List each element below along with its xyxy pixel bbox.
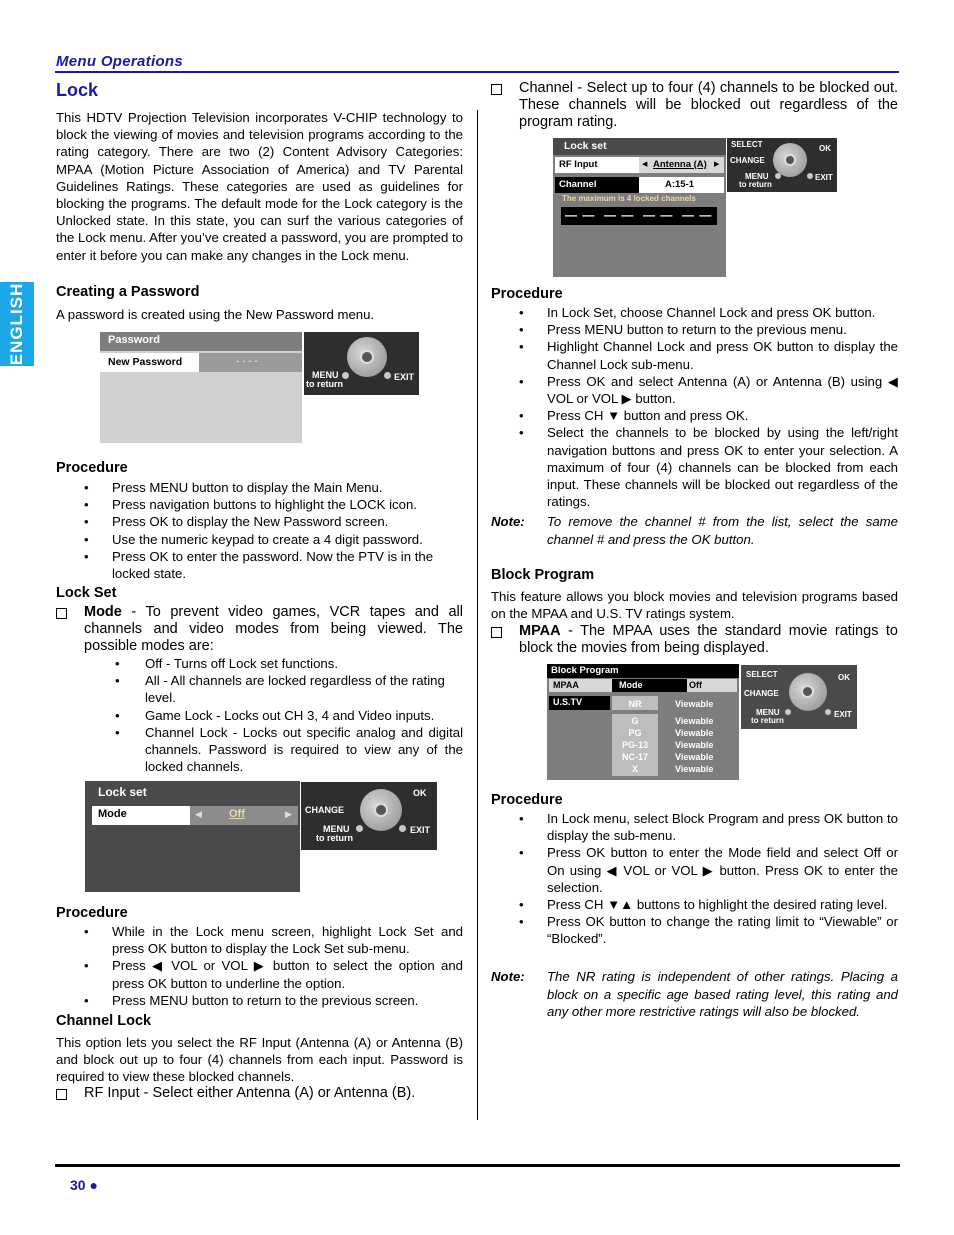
list-item: • While in the Lock menu screen, highlight Lock Set and press OK button to display the Lock Set sub-menu. [84,924,463,957]
footer-rule [55,1164,900,1167]
right-arrow-icon: ▶ [714,161,720,168]
mode-value: Off [689,680,702,690]
list-item: • Channel Lock - Locks out specific analog and digital channels. Password is required to view any of the locked channels. [115,724,463,775]
lockset-menu-title: Lock set [98,785,147,799]
header-rule [55,71,899,73]
mode-col: Mode [619,680,643,690]
change-label: CHANGE [744,689,779,698]
nav-pad-icon [773,143,807,177]
list-item: • Press CH ▼▲ buttons to highlight the desired rating level. [519,897,888,913]
menu-label: MENU [323,824,350,834]
section-header: Menu Operations [56,53,184,70]
exit-led-icon [825,709,831,715]
rf-input-label: RF Input [559,159,598,170]
list-item: • All - All channels are locked regardless of the rating level. [115,673,445,706]
right-arrow-icon: ▶ [285,809,292,819]
list-item: • Select the channels to be blocked by using the left/right navigation buttons and press OK to enter your selection. A maximum of four (4) channels can be blocked from each input. These channels will be blocked out regardless of the ratings. [519,425,898,510]
list-item: • Off - Turns off Lock set functions. [115,656,339,671]
ok-label: OK [413,788,427,798]
mpaa-item: MPAA - The MPAA uses the standard movie ratings to block the movies from being displayed. [491,623,898,657]
list-item: • Press OK button to change the rating limit to “Viewable” or “Blocked”. [519,914,898,947]
mode-label: Mode [98,808,127,820]
rating-item: PG-13 [621,740,648,750]
rating-item: G [631,716,639,726]
menu-led-icon [775,173,781,179]
left-arrow-icon: ◀ [642,161,648,168]
list-item: • In Lock Set, choose Channel Lock and press OK button. [519,305,876,320]
note1-label: Note: [491,514,525,529]
remote-select-ok [727,138,837,192]
remote-change-ok [301,782,437,850]
channel-menu [553,138,726,277]
menu-led-icon [342,372,349,379]
bullet-icon: ● [89,1177,98,1193]
select-label: SELECT [731,140,763,149]
creating-password-text: A password is created using the New Password menu. [56,307,375,322]
exit-label: EXIT [815,173,833,182]
status-item: Viewable [675,728,714,738]
channel-label: Channel [559,179,597,190]
note1-text: To remove the channel # from the list, select the same channel # and press the OK button. [547,514,898,547]
lock-intro: This HDTV Projection Television incorporates V-CHIP technology to block the viewing of movies and television programs according to the rating category. There are two (2) Content Advisory Categories: MPAA (Motion Picture Association of America) and TV Parental Guidelines Ratings. These categories are used as guidelines for blocking the programs. The default mode for the Lock category is the Unlocked state. In this state, you can surf the various categories of the Lock menu. After you’ve created a password, you are prompted to enter it before you can make any changes in the Lock menu. [56,110,463,263]
procedure1-list [84,479,464,582]
list-item: • Press navigation buttons to highlight the LOCK icon. [84,497,417,513]
rating-item: NC-17 [621,752,648,762]
password-menu-title: Password [108,334,160,346]
channel-item: Channel - Select up to four (4) channels to be blocked out. These channels will be blocked out regardless of the program rating. [491,80,898,131]
exit-label: EXIT [410,825,431,835]
ok-label: OK [819,144,831,153]
ustv-label: U.S.TV [553,697,583,707]
channel-value: A:15-1 [665,179,695,190]
rf-input-item: RF Input - Select either Antenna (A) or Antenna (B). [56,1085,463,1102]
list-item: • Press OK and select Antenna (A) or Antenna (B) using ◀ VOL or VOL ▶ button. [519,373,898,407]
checkbox-icon [56,1089,67,1100]
mode-value: Off [229,808,245,820]
column-divider [477,110,478,1120]
mpaa-col: MPAA [553,680,579,690]
language-tab: ENGLISH [0,282,34,366]
procedure4-list [519,810,898,948]
note2-text: The NR rating is independent of other ratings. Placing a block on a specific age based rating level, this rating and any other more restrictive ratings will also be blocked. [547,969,898,1019]
exit-led-icon [807,173,813,179]
menu-label: MENU [312,370,339,380]
new-password-value: - - - - [236,356,258,367]
to-return-label: to return [306,379,343,389]
status-item: Viewable [675,699,714,709]
remote-select-ok-2 [741,665,857,729]
rating-item: X [631,764,638,774]
checkbox-icon [491,84,502,95]
status-item: Viewable [675,764,714,774]
remote-menu-exit [304,332,419,395]
lock-title: Lock [56,80,99,100]
channel-lock-title: Channel Lock [56,1013,152,1029]
list-item: • Use the numeric keypad to create a 4 digit password. [84,531,423,547]
nav-pad-icon [360,789,402,831]
creating-password-title: Creating a Password [56,284,200,300]
lockset-menu [85,781,300,892]
channel-menu-title: Lock set [564,140,607,152]
note2-label: Note: [491,969,525,984]
page-number: 30 ● [70,1177,98,1193]
menu-led-icon [785,709,791,715]
list-item: • Press MENU button to return to the previous menu. [519,322,847,338]
list-item: • In Lock menu, select Block Program and press OK button to display the sub-menu. [519,811,898,844]
rf-input-value: Antenna (A) [653,159,707,170]
to-return-label: to return [751,716,784,725]
channel-slots: — — — — — — — — [565,208,713,222]
select-label: SELECT [746,670,778,679]
menu-led-icon [356,825,363,832]
list-item: • Press ◀ VOL or VOL ▶ button to select the option and press OK button to underline the option. [84,958,463,991]
block-program-menu [547,664,739,780]
lockset-title: Lock Set [56,585,117,601]
exit-led-icon [384,372,391,379]
procedure2-title: Procedure [56,905,128,921]
change-label: CHANGE [730,156,765,165]
menu-label: MENU [756,708,780,717]
status-column [675,698,713,775]
list-item: • Game Lock - Locks out CH 3, 4 and Video inputs. [115,707,435,723]
list-item: • Highlight Channel Lock and press OK button to display the Channel Lock sub-menu. [519,339,898,372]
rating-item: NR [628,699,642,709]
password-menu [100,332,302,443]
list-item: • Press MENU button to display the Main Menu. [84,480,383,495]
change-label: CHANGE [305,805,345,815]
procedure3-title: Procedure [491,286,563,302]
block-program-title: Block Program [491,567,595,583]
exit-label: EXIT [834,710,852,719]
to-return-label: to return [316,833,353,843]
ratings-column [612,698,658,775]
nav-pad-icon [789,673,827,711]
procedure1-title: Procedure [56,460,128,476]
exit-label: EXIT [394,372,415,382]
checkbox-icon [56,608,67,619]
nav-pad-icon [347,337,387,377]
list-item: • Press OK to enter the password. Now the PTV is in the locked state. [84,548,434,582]
checkbox-icon [491,627,502,638]
ok-label: OK [838,673,850,682]
exit-led-icon [399,825,406,832]
menu-label: MENU [745,172,769,181]
left-arrow-icon: ◀ [195,809,202,819]
list-item: • Press MENU button to return to the previous screen. [84,992,419,1008]
channel-lock-text: This option lets you select the RF Input (Antenna (A) or Antenna (B) and block out up to four (4) channels from each input. Password is required to view these blocked channels. [56,1035,463,1085]
procedure2-list [84,923,463,1009]
block-program-text: This feature allows you block movies and television programs based on the MPAA and U.S. TV ratings system. [491,589,898,622]
procedure4-title: Procedure [491,792,563,808]
rating-item: PG [628,728,642,738]
list-item: • Press OK button to enter the Mode field and select Off or On using ◀ VOL or VOL ▶ button. Press OK to enter the selection. [519,845,898,895]
to-return-label: to return [739,180,772,189]
status-item: Viewable [675,752,714,762]
modes-list [115,655,463,775]
status-item: Viewable [675,740,714,750]
status-item: Viewable [675,716,714,726]
max-note: The maximum is 4 locked channels [562,194,696,203]
list-item: • Press CH ▼ button and press OK. [519,408,749,424]
mode-item: Mode - To prevent video games, VCR tapes and all channels and video modes from being viewed. The possible modes are: [56,604,463,655]
list-item: • Press OK to display the New Password screen. [84,514,389,530]
block-menu-title: Block Program [551,665,619,676]
new-password-label: New Password [108,356,183,368]
procedure3-list [519,304,898,510]
